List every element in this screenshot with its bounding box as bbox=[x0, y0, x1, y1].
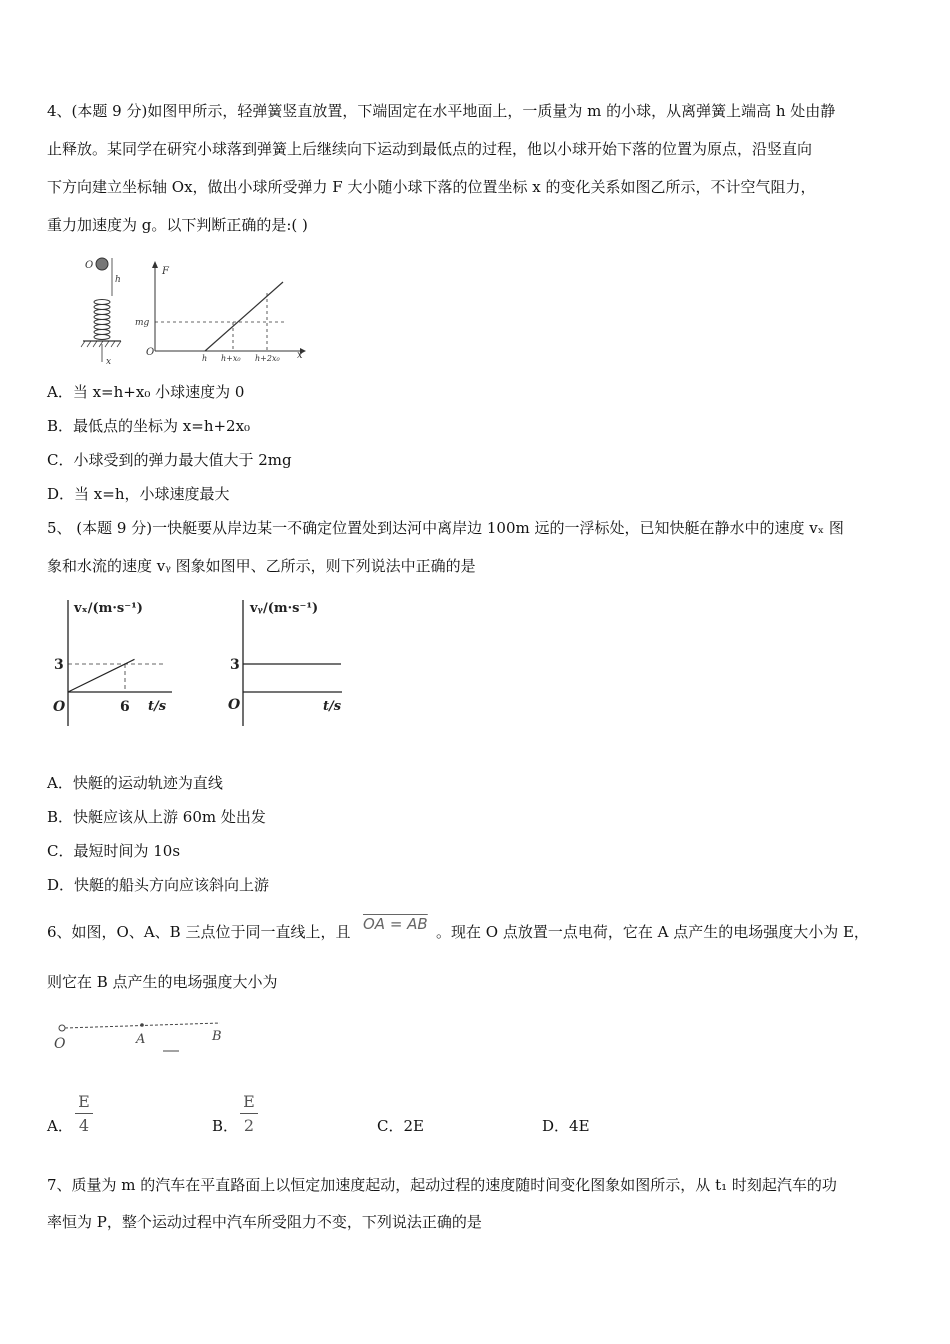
q5-line-2: 象和水流的速度 vᵧ 图象如图甲、乙所示，则下列说法中正确的是 bbox=[47, 557, 476, 575]
spring-icon bbox=[94, 300, 110, 340]
vy-chart bbox=[210, 592, 350, 732]
point-a-icon bbox=[140, 1023, 144, 1027]
q5-line-1: 5、 (本题 9 分)一快艇要从岸边某一不确定位置处到达河中离岸边 100m 远的一浮标处，已知快艇在静水中的速度 vₓ 图 bbox=[47, 519, 844, 537]
q6-option-b-den: 2 bbox=[243, 1116, 255, 1135]
axis-x-label: x bbox=[297, 350, 303, 361]
point-b-label: B bbox=[212, 1029, 222, 1044]
vx-origin: O bbox=[53, 699, 66, 715]
q6-option-a-den: 4 bbox=[78, 1116, 90, 1135]
q6-option-b-label: B． bbox=[212, 1117, 239, 1135]
q6-option-c: C．2E bbox=[377, 1117, 424, 1135]
vy-ytick: 3 bbox=[230, 657, 240, 673]
q5-option-b: B．快艇应该从上游 60m 处出发 bbox=[47, 808, 266, 826]
graph-origin: O bbox=[146, 347, 155, 358]
vy-ylabel: vᵧ/(m·s⁻¹) bbox=[250, 601, 319, 616]
q7-line-2: 率恒为 P，整个运动过程中汽车所受阻力不变，下列说法正确的是 bbox=[47, 1213, 482, 1231]
q6-option-d: D．4E bbox=[542, 1117, 590, 1135]
ball-icon bbox=[96, 258, 108, 270]
q6-figure bbox=[50, 1018, 240, 1058]
q6-line-1a: 6、如图，O、A、B 三点位于同一直线上，且 bbox=[47, 923, 351, 941]
vy-xlabel: t/s bbox=[323, 699, 342, 714]
q4-line-4: 重力加速度为 g。以下判断正确的是:( ) bbox=[47, 216, 308, 234]
axis-f-label: F bbox=[162, 266, 169, 277]
q6-option-b-num: E bbox=[243, 1092, 255, 1111]
q4-line-3: 下方向建立坐标轴 Ox，做出小球所受弹力 F 大小随小球下落的位置坐标 x 的变化关系如图乙所示，不计空气阻力， bbox=[47, 178, 816, 196]
point-a-label: A bbox=[136, 1032, 146, 1047]
vx-xlabel: t/s bbox=[148, 699, 167, 714]
q4-option-b: B．最低点的坐标为 x=h+2x₀ bbox=[47, 417, 251, 435]
q4-line-1: 4、(本题 9 分)如图甲所示，轻弹簧竖直放置，下端固定在水平地面上，一质量为 m 的小球，从离弹簧上端高 h 处由静 bbox=[47, 102, 836, 120]
tick-h-x0: h+x₀ bbox=[221, 354, 241, 363]
vx-ytick: 3 bbox=[54, 657, 64, 673]
q6-option-a-label: A． bbox=[47, 1117, 73, 1135]
q6-line-1b: 。现在 O 点放置一点电荷，它在 A 点产生的电场强度大小为 E， bbox=[436, 923, 869, 941]
mg-label: mg bbox=[135, 318, 150, 328]
vx-ylabel: vₓ/(m·s⁻¹) bbox=[74, 601, 143, 616]
q6-option-a-fraction bbox=[75, 1092, 93, 1135]
q6-equation: OA = AB bbox=[363, 915, 428, 933]
vx-xtick: 6 bbox=[120, 699, 130, 715]
q4-line-2: 止释放。某同学在研究小球落到弹簧上后继续向下运动到最低点的过程，他以小球开始下落的位置为原点，沿竖直向 bbox=[47, 140, 813, 158]
h-label: h bbox=[115, 275, 121, 285]
x-dir-label: x bbox=[106, 357, 112, 367]
q4-option-a: A．当 x=h+x₀ 小球速度为 0 bbox=[47, 383, 245, 401]
q4-option-c: C．小球受到的弹力最大值大于 2mg bbox=[47, 451, 292, 469]
vy-origin: O bbox=[228, 697, 241, 713]
point-o-icon bbox=[59, 1025, 65, 1031]
q5-option-c: C．最短时间为 10s bbox=[47, 842, 181, 860]
tick-h: h bbox=[202, 354, 208, 363]
q6-option-a-num: E bbox=[78, 1092, 90, 1111]
q6-line-2: 则它在 B 点产生的电场强度大小为 bbox=[47, 973, 278, 991]
q7-line-1: 7、质量为 m 的汽车在平直路面上以恒定加速度起动，起动过程的速度随时间变化图象如图所示，从 t₁ 时刻起汽车的功 bbox=[47, 1176, 837, 1194]
tick-h-2x0: h+2x₀ bbox=[255, 354, 280, 363]
q6-option-b-fraction bbox=[240, 1092, 258, 1135]
vx-chart bbox=[40, 592, 180, 732]
point-o-label: O bbox=[54, 1036, 66, 1052]
q4-figure bbox=[75, 252, 315, 367]
q5-option-d: D．快艇的船头方向应该斜向上游 bbox=[47, 876, 270, 894]
q4-option-d: D．当 x=h，小球速度最大 bbox=[47, 485, 230, 503]
q5-option-a: A．快艇的运动轨迹为直线 bbox=[47, 774, 223, 792]
ball-origin-label: O bbox=[85, 260, 94, 271]
f-x-line bbox=[205, 282, 283, 351]
